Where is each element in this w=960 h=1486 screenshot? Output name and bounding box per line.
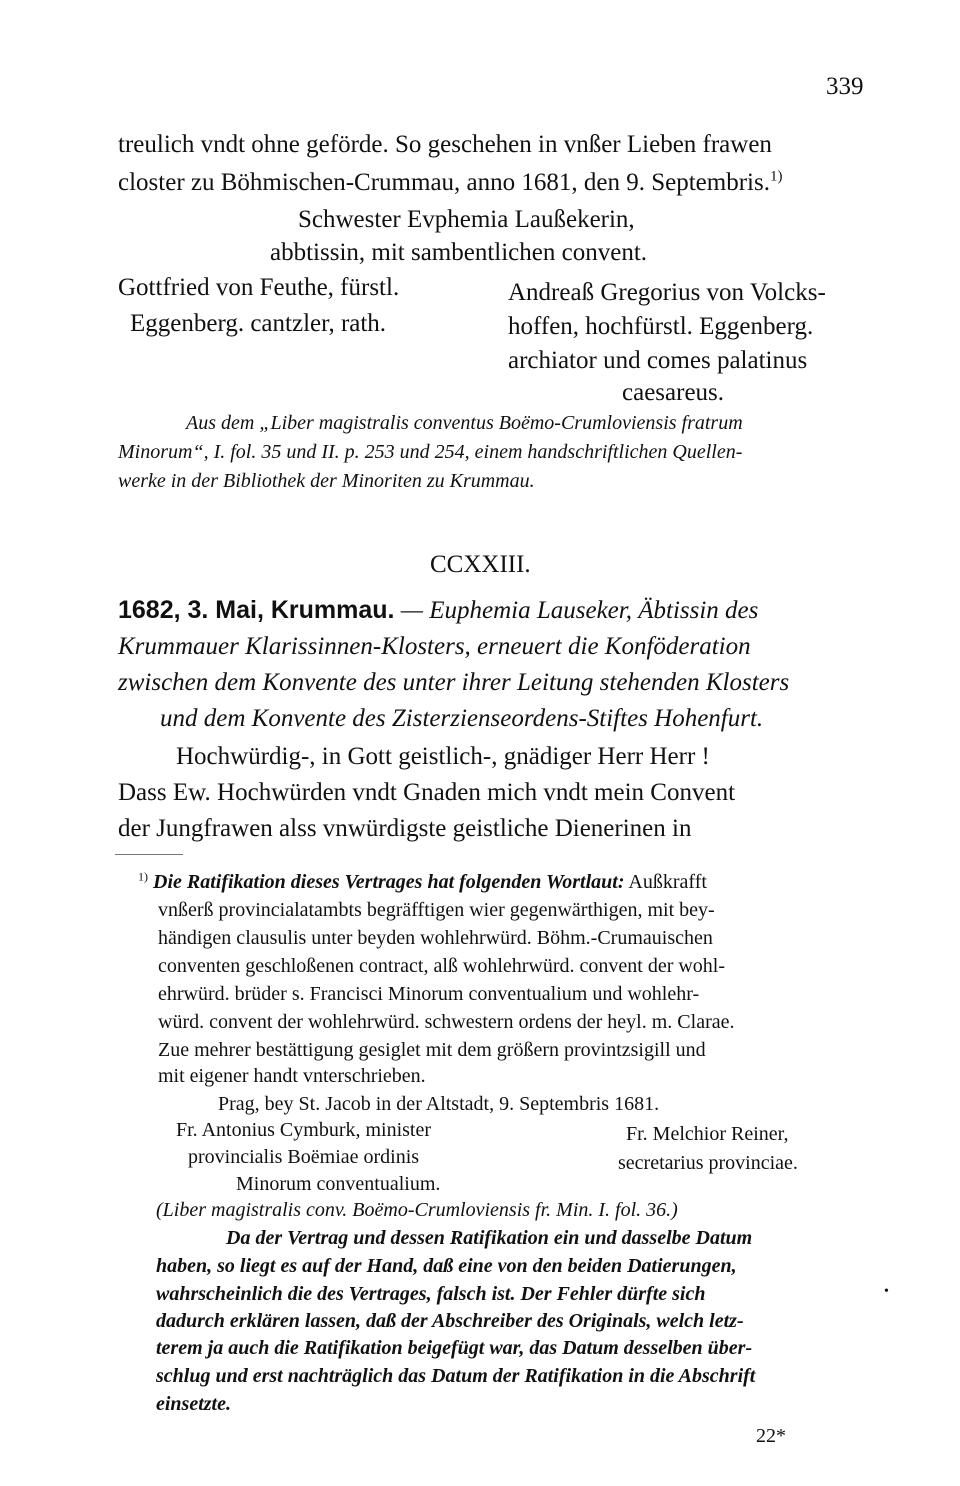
source-note: werke in der Bibliothek der Minoriten zu Krummau. [118,470,535,492]
footnote-marker: 1) [138,869,148,884]
footnote-signature: Minorum conventualium. [236,1173,441,1195]
footnote-place-date: Prag, bey St. Jacob in der Altstadt, 9. Septembris 1681. [218,1093,660,1115]
signature-chancellor: Gottfried von Feuthe, fürstl. [118,274,400,301]
document-heading: und dem Konvente des Zisterzienseordens-Stiftes Hohenfurt. [160,705,764,732]
signature-abbess: abbtissin, mit sambentlichen convent. [270,239,648,266]
commentary-line: Da der Vertrag und dessen Ratifikation ein und dasselbe Datum [226,1227,753,1249]
signature-physician: archiator und comes palatinus [508,347,808,374]
page-number: 339 [826,73,864,100]
margin-dot-icon: • [884,1284,889,1299]
commentary-line: schlug und erst nachträglich das Datum der Ratifikation in die Abschrift [156,1365,756,1387]
footnote-reference: 1) [769,168,783,185]
heading-date-place: 1682, 3. Mai, Krummau. [118,596,395,624]
text-line: treulich vndt ohne geförde. So geschehen in vnßer Lieben frawen [118,131,772,158]
signature-mark: 22* [756,1425,786,1447]
signature-abbess: Schwester Evphemia Laußekerin, [298,206,635,233]
letter-line: der Jungfrawen alss vnwürdigste geistliche Dienerinen in [118,815,692,842]
commentary-line: dadurch erklären lassen, daß der Abschreiber des Originals, welch letz- [156,1310,744,1332]
document-heading: Krummauer Klarissinnen-Klosters, erneuert die Konföderation [118,633,751,660]
footnote-line: $^{1)}$ Die Ratifikation dieses Vertrages hat folgenden Wortlaut: Außkrafft [138,869,707,893]
commentary-line: terem ja auch die Ratifikation beigefügt war, das Datum desselben über- [156,1337,753,1359]
footnote-line: mit eigener handt vnterschrieben. [158,1065,426,1087]
commentary-line: haben, so liegt es auf der Hand, daß eine von den beiden Datierungen, [156,1255,737,1277]
footnote-line: händigen clausulis unter beyden wohlehrwürd. Böhm.-Crumauischen [158,927,713,949]
footnote-signature: Fr. Antonius Cymburk, minister [176,1119,432,1141]
document-number: CCXXIII. [430,551,531,578]
letter-line: Hochwürdig-, in Gott geistlich-, gnädiger Herr Herr ! [176,743,710,770]
footnote-line: würd. convent der wohlehrwürd. schwestern ordens der heyl. m. Clarae. [158,1011,735,1033]
commentary-line: einsetzte. [156,1393,231,1415]
footnote-line: ehrwürd. brüder s. Francisci Minorum conventualium und wohlehr- [158,983,700,1005]
footnote-line: Zue mehrer bestättigung gesiglet mit dem größern provintzsigill und [158,1039,706,1061]
source-note: Minorum“, I. fol. 35 und II. p. 253 und 254, einem handschriftlichen Quellen- [118,441,743,463]
document-heading: 1682, 3. Mai, Krummau. — Euphemia Lauseker, Äbtissin des [118,596,759,624]
commentary-line: wahrscheinlich die des Vertrages, falsch ist. Der Fehler dürfte sich [156,1283,706,1305]
signature-chancellor: Eggenberg. cantzler, rath. [130,310,387,337]
footnote-signature: secretarius provinciae. [618,1152,798,1174]
footnote-divider [115,854,183,855]
footnote-line: vnßerß provincialatambts begräfftigen wier gegenwärthigen, mit bey- [158,899,715,921]
source-note: Aus dem „Liber magistralis conventus Boëmo-Crumloviensis fratrum [186,412,743,434]
signature-physician: caesareus. [622,379,725,406]
document-heading: zwischen dem Konvente des unter ihrer Leitung stehenden Klosters [118,669,790,696]
footnote-line: conventen geschloßenen contract, alß wohlehrwürd. convent der wohl- [158,955,726,977]
letter-line: Dass Ew. Hochwürden vndt Gnaden mich vndt mein Convent [118,779,736,806]
footnote-source: (Liber magistralis conv. Boëmo-Crumloviensis fr. Min. I. fol. 36.) [156,1199,678,1221]
footnote-signature: Fr. Melchior Reiner, [626,1123,789,1145]
text-line: closter zu Böhmischen-Crummau, anno 1681, den 9. Septembris.$^{1)}$ [118,168,783,196]
signature-physician: hoffen, hochfürstl. Eggenberg. [508,313,814,340]
signature-physician: Andreaß Gregorius von Volcks- [508,279,826,306]
footnote-signature: provincialis Boëmiae ordinis [188,1146,420,1168]
